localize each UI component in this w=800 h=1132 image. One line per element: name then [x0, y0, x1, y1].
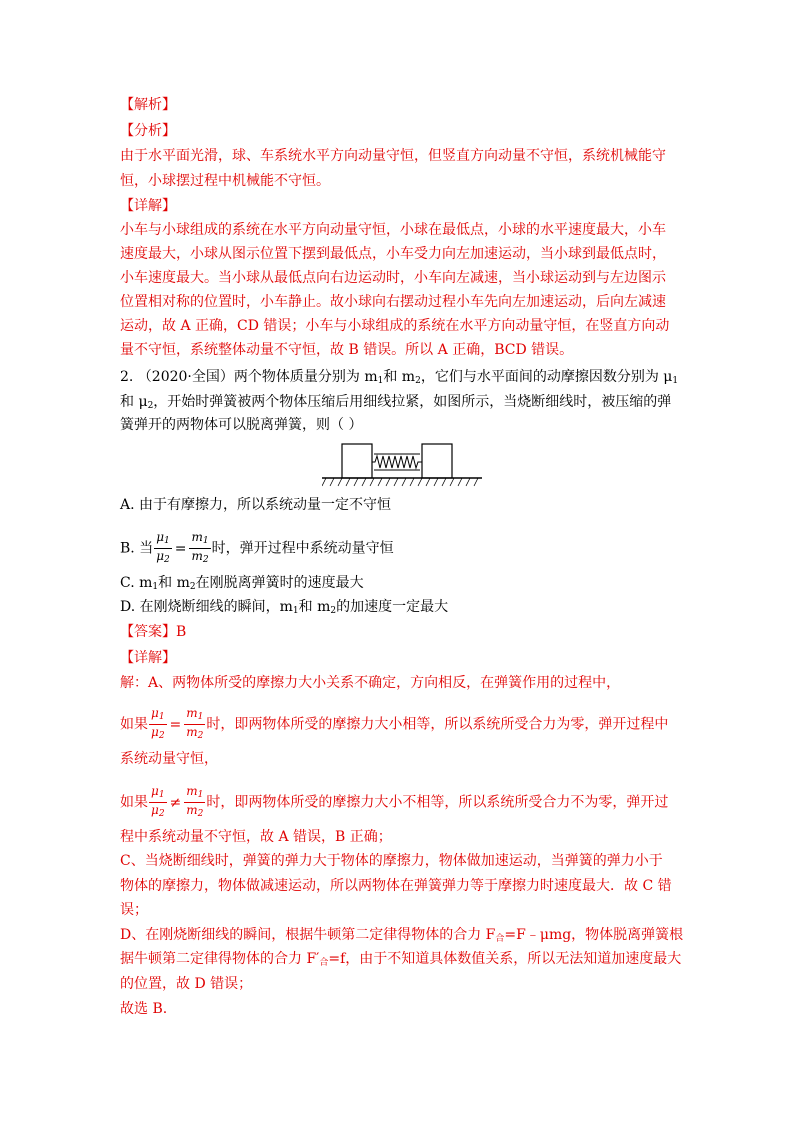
- ground-hatch: [322, 478, 478, 486]
- spring: [372, 456, 422, 468]
- explain-line-3: 系统动量守恒，: [120, 751, 218, 767]
- explain-line-5: 程中系统动量不守恒，故 A 错误，B 正确；: [120, 829, 392, 845]
- explain-line-8: 误；: [120, 902, 148, 918]
- question-2-line-1: 2. （2020·全国）两个物体质量分别为 $m_1$和 $m_2$，它们与水平面间的动摩擦因数分别为 $\mu_1$: [120, 369, 679, 386]
- explain-line-6: C、当烧断细线时，弹簧的弹力大于物体的摩擦力，物体做加速运动，当弹簧的弹力小于: [120, 853, 663, 869]
- xiangjie-line-1: 小车与小球组成的系统在水平方向动量守恒，小球在最低点，小球的水平速度最大，小车: [120, 222, 666, 238]
- explain-line-4: 如果 $\frac{\mu_1}{\mu_2}$ ≠ $\frac{m_1}{m_2}$ 时，即两物体所受的摩擦力大小不相等，所以系统所受合力不为零，弹开过: [120, 784, 669, 819]
- fenxi-line-1: 由于水平面光滑，球、车系统水平方向动量守恒，但竖直方向动量不守恒，系统机械能守: [120, 148, 666, 164]
- jiexi-tag: 【解析】: [120, 97, 176, 113]
- fenxi-tag: 【分析】: [120, 123, 176, 139]
- explain-line-9: D、在刚烧断细线的瞬间，根据牛顿第二定律得物体的合力 $F_合=F﹣\mu mg$，物体脱离弹簧根: [120, 927, 684, 944]
- xiangjie-line-6: 量不守恒，系统整体动量不守恒，故 B 错误。所以 A 正确，BCD 错误。: [120, 342, 574, 358]
- question-2-line-3: 簧弹开的两物体可以脱离弹簧，则（ ）: [120, 417, 363, 433]
- option-b: B. 当 $\frac{\mu_1}{\mu_2}$ = $\frac{m_1}{m_2}$ 时，弹开过程中系统动量守恒: [120, 530, 394, 565]
- explain-line-1: 解：A、两物体所受的摩擦力大小关系不确定，方向相反，在弹簧作用的过程中，: [120, 675, 621, 691]
- xiangjie-line-5: 运动，故 A 正确，CD 错误；小车与小球组成的系统在水平方向动量守恒，在竖直方向动: [120, 318, 670, 334]
- question-2-line-2: 和 $\mu_2$，开始时弹簧被两个物体压缩后用细线拉紧，如图所示，当烧断细线时，被压缩的弹: [120, 394, 672, 411]
- spring-blocks-diagram: [322, 440, 482, 492]
- explain-line-12: 故选 B.: [120, 1001, 168, 1017]
- explain-line-2: 如果 $\frac{\mu_1}{\mu_2}$ = $\frac{m_1}{m_2}$ 时，即两物体所受的摩擦力大小相等，所以系统所受合力为零，弹开过程中: [120, 706, 669, 741]
- option-a: A. 由于有摩擦力，所以系统动量一定不守恒: [120, 497, 392, 513]
- block-m2: [422, 444, 452, 478]
- xiangjie-line-2: 速度最大，小球从图示位置下摆到最低点，小车受力向左加速运动，当小球到最低点时，: [120, 246, 666, 262]
- option-c: C. $m_1$和 $m_2$在刚脱离弹簧时的速度最大: [120, 575, 364, 592]
- xiangjie-line-4: 位置相对称的位置时，小车静止。故小球向右摆动过程小车先向左加速运动，后向左减速: [120, 294, 666, 310]
- fenxi-line-2: 恒，小球摆过程中机械能不守恒。: [120, 173, 330, 189]
- explain-line-7: 物体的摩擦力，物体做减速运动，所以两物体在弹簧弹力等于摩擦力时速度最大．故 C 错: [120, 878, 672, 894]
- xiangjie-tag-2: 【详解】: [120, 650, 176, 666]
- explain-line-11: 的位置，故 D 错误；: [120, 976, 253, 992]
- explain-line-10: 据牛顿第二定律得物体的合力 $F'_合=f$，由于不知道具体数值关系，所以无法知道加速度最大: [120, 951, 682, 968]
- answer-line: 【答案】B: [120, 624, 187, 640]
- option-d: D. 在刚烧断细线的瞬间，$m_1$和 $m_2$的加速度一定最大: [120, 599, 449, 616]
- xiangjie-tag-1: 【详解】: [120, 198, 176, 214]
- xiangjie-line-3: 小车速度最大。当小球从最低点向右边运动时，小车向左减速，当小球运动到与左边图示: [120, 270, 666, 286]
- block-m1: [342, 444, 372, 478]
